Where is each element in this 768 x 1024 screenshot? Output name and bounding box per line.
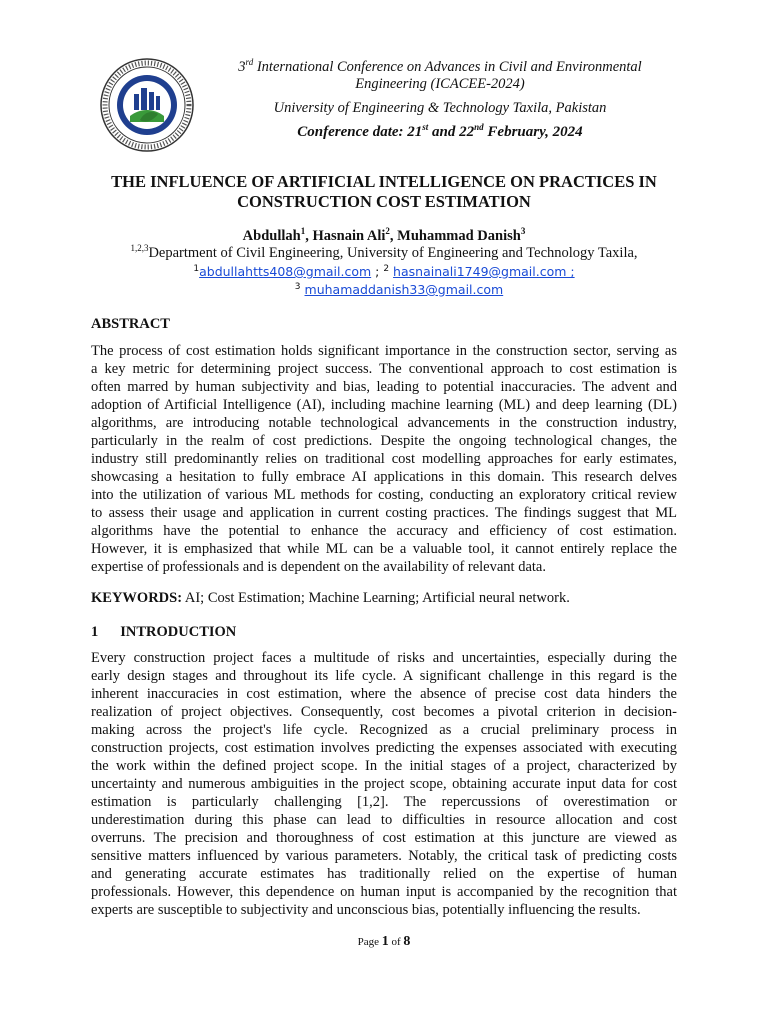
- text-line: inherent inaccuracies in cost estimation, where the absence of precise cost data hinders the: [91, 686, 677, 702]
- text-line: Every construction project faces a multitude of risks and uncertainties, especially during the: [91, 650, 677, 666]
- text-line: professionals. However, this dependence on human input is accompanied by the recognition that: [91, 884, 677, 900]
- text-line: early design stages and throughout its life cycle. A significant challenge in this regard is the: [91, 668, 677, 684]
- text-line: industry still predominantly relies on traditional cost modelling approaches for early estimates,: [91, 451, 677, 467]
- section-number: 1: [91, 624, 99, 640]
- text-line: showcasing a hesitation to fully embrace AI applications in this domain. This research delves: [91, 469, 677, 485]
- text-line: uncertainty and numerous ambiguities in the project scope, obtaining accurate input data for cost: [91, 776, 677, 792]
- email-sup: 2: [383, 263, 390, 274]
- title-line-1: THE INFLUENCE OF ARTIFICIAL INTELLIGENCE ON PRACTICES IN: [111, 172, 657, 191]
- affiliation-sup: 1,2,3: [130, 243, 149, 254]
- author-sup: 2: [385, 226, 390, 237]
- author-separator: ,: [305, 228, 313, 244]
- text-line: The process of cost estimation holds significant importance in the construction sector, serving as: [91, 343, 677, 359]
- text-line: adoption of Artificial Intelligence (AI), including machine learning (ML) and deep learning (DL): [91, 397, 677, 413]
- page-total: 8: [403, 934, 411, 949]
- conference-info: [222, 59, 658, 141]
- keywords-text: AI; Cost Estimation; Machine Learning; Artificial neural network.: [182, 590, 570, 606]
- text-line: and generating accurate estimates has traditionally relied on the expertise of human: [91, 866, 677, 882]
- page-word: Page: [357, 936, 382, 948]
- of-word: of: [388, 936, 404, 948]
- text-line: algorithms, are introducing notable technological advancements in the construction industry,: [91, 415, 677, 431]
- text-line: particularly in the realm of cost predictions. Despite the ongoing technological changes, the: [91, 433, 677, 449]
- author-sup: 1: [300, 226, 306, 237]
- text-line: into the utilization of various ML methods for costing, conducting an exploratory critical review: [91, 487, 677, 503]
- email-sup: 1: [193, 263, 200, 274]
- email-line-1: [80, 263, 688, 281]
- text-line: overruns. The precision and thoroughness of cost estimation at this juncture are viewed as: [91, 830, 677, 846]
- host-university: University of Engineering & Technology Taxila, Pakistan: [273, 100, 607, 116]
- author-name: Muhammad Danish: [397, 228, 521, 244]
- email-link[interactable]: abdullahtts408@gmail.com: [199, 264, 372, 279]
- email-link[interactable]: hasnainali1749@gmail.com ;: [393, 264, 575, 279]
- text-line: construction projects, cost estimation involves predicting the expenses associated with executing: [91, 740, 677, 756]
- introduction-body: [91, 649, 677, 919]
- paper-title: [80, 172, 688, 212]
- page-footer: [0, 934, 768, 950]
- text-line: sensitive matters influenced by various parameters. Notably, the critical task of predicting costs: [91, 848, 677, 864]
- conference-date: Conference date: 21st and 22nd February, 2024: [297, 122, 583, 140]
- abstract-body: [91, 342, 677, 576]
- author-list: [80, 228, 688, 245]
- email-sup: 3: [294, 281, 301, 292]
- author-name: Hasnain Ali: [312, 228, 386, 244]
- keywords-label: KEYWORDS:: [91, 590, 183, 606]
- title-line-2: CONSTRUCTION COST ESTIMATION: [237, 192, 531, 211]
- section-title: INTRODUCTION: [120, 624, 237, 640]
- conference-name-line-1: 3rd International Conference on Advances in Civil and Environmental: [238, 57, 642, 75]
- page-header: [0, 0, 768, 160]
- author-sup: 3: [520, 226, 526, 237]
- text-line: the work within the defined project scope. In the initial stages of a project, characterized by: [91, 758, 677, 774]
- abstract-heading: ABSTRACT: [91, 316, 170, 332]
- text-line: underestimation during this phase can lead to difficulties in resource allocation and cost: [91, 812, 677, 828]
- author-separator: ,: [389, 228, 398, 244]
- conference-name-line-2: Engineering (ICACEE-2024): [355, 76, 525, 92]
- text-line: realization of project objectives. Consequently, cost becomes a pivotal criterion in decision-: [91, 704, 677, 720]
- email-link[interactable]: muhamaddanish33@gmail.com: [304, 282, 504, 297]
- affiliation: [80, 245, 688, 262]
- text-line: expertise of professionals and is dependent on the availability of relevant data.: [91, 559, 546, 575]
- email-list: [80, 263, 688, 299]
- text-line: often marred by human subjectivity and bias, leading to potential inaccuracies. The advent and: [91, 379, 677, 395]
- section-heading-introduction: [91, 624, 236, 641]
- text-line: However, it is emphasized that while ML can be a valuable tool, it cannot entirely replace the: [91, 541, 677, 557]
- university-logo: [100, 58, 194, 152]
- email-separator: ;: [371, 264, 384, 279]
- email-line-2: [80, 281, 688, 299]
- affiliation-text: Department of Civil Engineering, University of Engineering and Technology Taxila,: [148, 245, 638, 261]
- text-line: algorithms have the potential to enhance the accuracy and efficiency of cost estimation.: [91, 523, 677, 539]
- text-line: to assess their usage and application in current costing practices. The findings suggest that ML: [91, 505, 677, 521]
- author-name: Abdullah: [242, 228, 301, 244]
- text-line: estimation is particularly challenging [1,2]. The repercussions of overestimation or: [91, 794, 677, 810]
- text-line: a key metric for determining project success. The conventional approach to cost estimation is: [91, 361, 677, 377]
- page-number: 1: [381, 934, 389, 949]
- text-line: making across the project's life cycle. Recognized as a crucial preliminary process in: [91, 722, 677, 738]
- text-line: experts are susceptible to subjectivity and unconscious bias, potentially influencing the results.: [91, 902, 641, 918]
- keywords: [91, 590, 677, 607]
